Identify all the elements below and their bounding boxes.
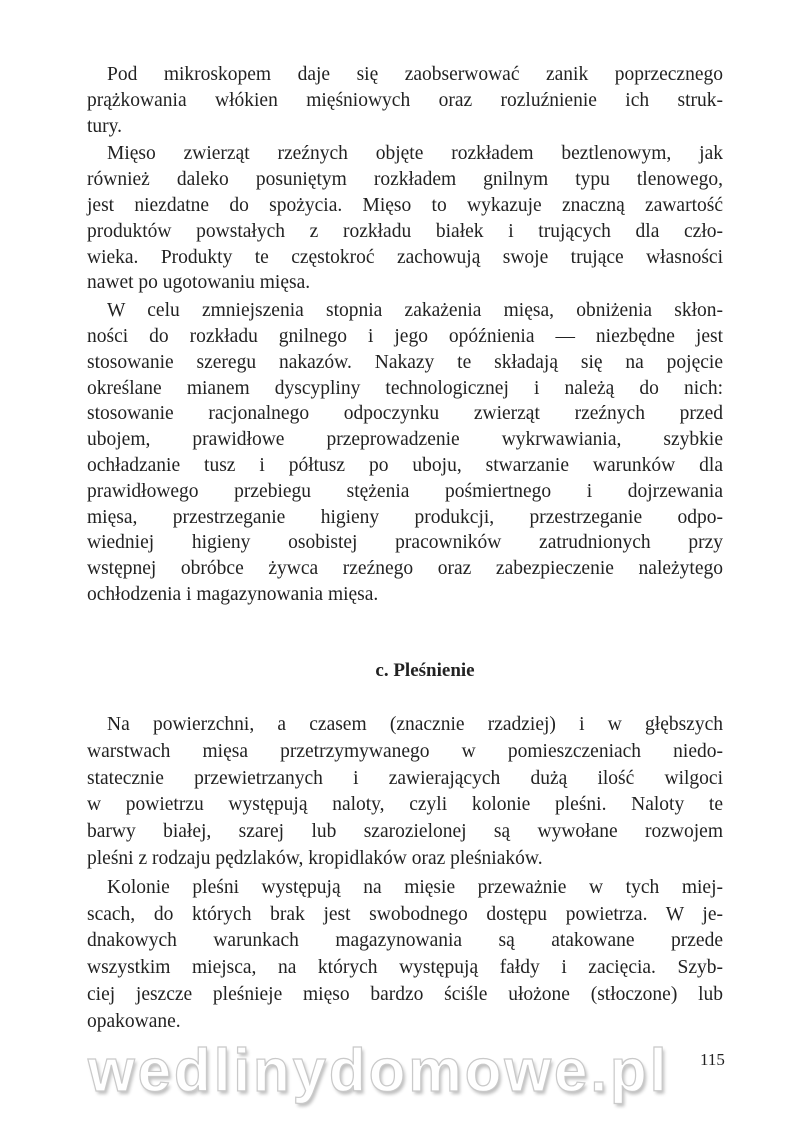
text-line: wszystkim miejsca, na których występują fałdy i zacięcia. Szyb- [87, 957, 723, 979]
text-line: barwy białej, szarej lub szarozielonej są wywołane rozwojem [87, 821, 723, 843]
paragraph [87, 141, 723, 296]
text-line: scach, do których brak jest swobodnego dostępu powietrza. W je- [87, 903, 723, 925]
paragraph [87, 712, 723, 873]
text-line: prążkowania włókien mięśniowych oraz rozluźnienie ich struk- [87, 89, 723, 111]
text-line: nawet po ugotowaniu mięsa. [87, 272, 311, 294]
section-heading: c. Pleśnienie [375, 660, 475, 681]
text-line: ciej jeszcze pleśnieje mięso bardzo ściśle ułożone (stłoczone) lub [87, 983, 723, 1005]
text-line: wieka. Produkty te częstokroć zachowują swoje trujące własności [87, 246, 723, 268]
text-line: dnakowych warunkach magazynowania są atakowane przede [87, 930, 723, 952]
text-line: statecznie przewietrzanych i zawierających dużą ilość wilgoci [87, 767, 723, 789]
text-line: tury. [87, 115, 123, 137]
text-line: Na powierzchni, a czasem (znacznie rzadziej) i w głębszych [107, 714, 723, 735]
text-line: również daleko posuniętym rozkładem gnilnym typu tlenowego, [87, 169, 723, 191]
text-line: pleśni z rodzaju pędzlaków, kropidlaków oraz pleśniaków. [87, 847, 543, 869]
watermark: wedlinydomowe.pl [88, 1037, 670, 1104]
text-line: Mięso zwierząt rzeźnych objęte rozkładem beztlenowym, jak [107, 143, 723, 165]
text-line: wiedniej higieny osobistej pracowników zatrudnionych przy [87, 532, 723, 554]
text-line: W celu zmniejszenia stopnia zakażenia mięsa, obniżenia skłon- [107, 300, 723, 322]
text-line: ubojem, prawidłowe przeprowadzenie wykrwawiania, szybkie [87, 429, 723, 451]
body-text-section-1 [87, 62, 723, 610]
text-line: produktów powstałych z rozkładu białek i trujących dla czło- [87, 220, 723, 242]
page-number: 115 [700, 1050, 725, 1069]
text-line: w powietrzu występują naloty, czyli kolonie pleśni. Naloty te [87, 794, 723, 816]
text-line: stosowanie szeregu nakazów. Nakazy te składają się na pojęcie [87, 351, 723, 373]
paragraph [87, 298, 723, 608]
text-line: jest niezdatne do spożycia. Mięso to wykazuje znaczną zawartość [87, 194, 723, 216]
text-line: ności do rozkładu gnilnego i jego opóźnienia — niezbędne jest [87, 325, 723, 347]
text-line: opakowane. [87, 1010, 181, 1032]
text-line: prawidłowego przebiegu stężenia pośmiertnego i dojrzewania [87, 480, 723, 502]
body-text-section-2 [87, 712, 723, 1038]
text-line: ochłodzenia i magazynowania mięsa. [87, 583, 379, 605]
text-line: określane mianem dyscypliny technologicznej i należą do nich: [87, 377, 723, 399]
text-line: stosowanie racjonalnego odpoczynku zwierząt rzeźnych przed [87, 403, 723, 425]
paragraph [87, 62, 723, 139]
text-line: Pod mikroskopem daje się zaobserwować zanik poprzecznego [107, 64, 723, 85]
paragraph [87, 875, 723, 1036]
text-line: Kolonie pleśni występują na mięsie przeważnie w tych miej- [107, 876, 723, 898]
text-line: ochładzanie tusz i półtusz po uboju, stwarzanie warunków dla [87, 454, 723, 476]
text-line: warstwach mięsa przetrzymywanego w pomieszczeniach niedo- [87, 740, 723, 762]
text-line: mięsa, przestrzeganie higieny produkcji, przestrzeganie odpo- [87, 506, 723, 528]
text-line: wstępnej obróbce żywca rzeźnego oraz zabezpieczenie należytego [87, 558, 723, 580]
